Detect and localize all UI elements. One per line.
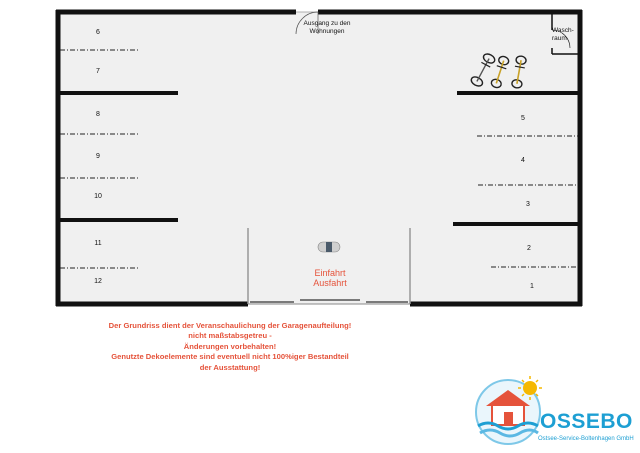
space-number-7: 7 — [96, 68, 100, 75]
space-number-5: 5 — [521, 115, 525, 122]
garage-floor — [58, 12, 580, 304]
disclaimer-line: nicht maßstabsgetreu - — [188, 331, 272, 341]
disclaimer-line: Änderungen vorbehalten! — [183, 341, 277, 351]
disclaimer-text — [70, 321, 390, 373]
exit-label — [291, 20, 363, 36]
space-number-4: 4 — [521, 157, 525, 164]
space-number-3: 3 — [526, 201, 530, 208]
wash-room-label-line1: Wasch- — [552, 27, 574, 34]
logo-subtitle: Ostsee-Service-Boltenhagen GmbH — [538, 436, 634, 442]
exit-label-line1: Ausgang zu den — [303, 20, 351, 27]
space-number-12: 12 — [94, 278, 102, 285]
wash-room-label — [552, 27, 586, 43]
space-number-11: 11 — [94, 240, 102, 247]
disclaimer-line: Der Grundriss dient der Veranschaulichung der Garagenaufteilung! — [108, 321, 352, 330]
floor-drain-icon — [318, 242, 340, 252]
space-number-10: 10 — [94, 193, 102, 200]
space-number-2: 2 — [527, 245, 531, 252]
entry-label-line2: Ausfahrt — [313, 278, 347, 288]
space-number-6: 6 — [96, 29, 100, 36]
entry-label — [290, 268, 370, 288]
disclaimer-line: Genutzte Dekoelemente sind eventuell nicht 100%iger Bestandteil — [111, 352, 349, 362]
space-number-1: 1 — [530, 283, 534, 290]
logo-name: OSSEBO — [540, 410, 633, 433]
space-number-8: 8 — [96, 111, 100, 118]
disclaimer-line: der Ausstattung! — [199, 362, 261, 372]
entry-label-line1: Einfahrt — [314, 268, 346, 278]
space-number-9: 9 — [96, 153, 100, 160]
wash-room-label-line2: raum — [552, 35, 567, 42]
exit-label-line2: Wohnungen — [309, 28, 345, 35]
